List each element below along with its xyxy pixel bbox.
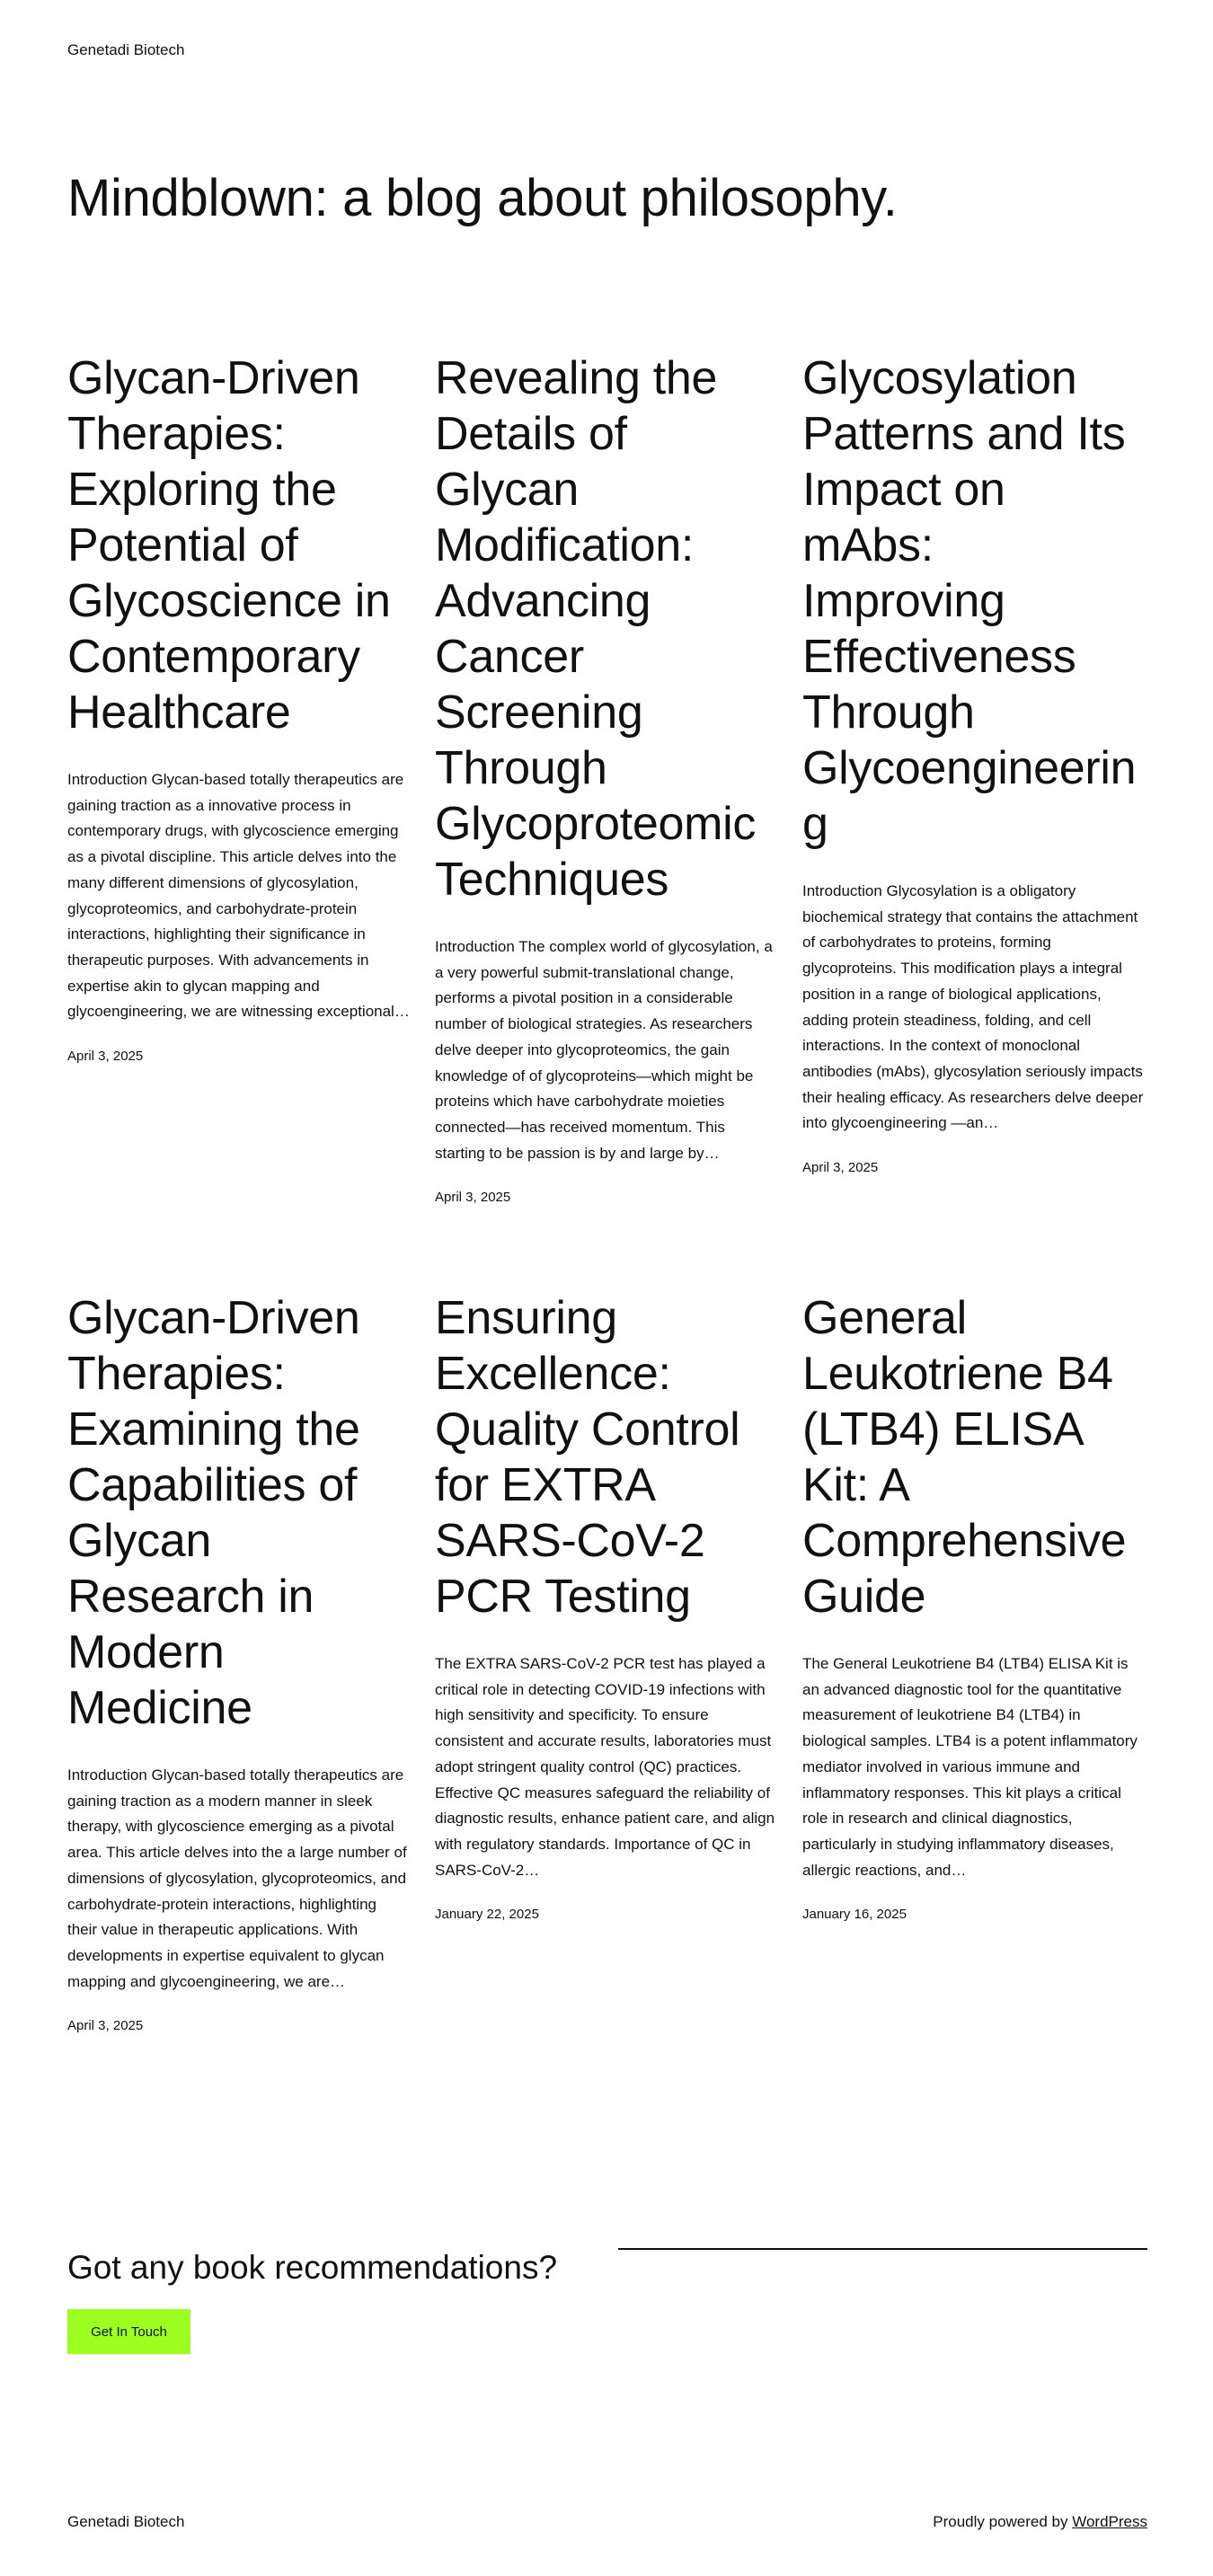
post-date: April 3, 2025: [67, 2018, 144, 2034]
post-card: [435, 350, 777, 1205]
footer-powered-by: [933, 2513, 1147, 2531]
post-title-link[interactable]: Ensuring Excellence: Quality Control for EXTRA SARS-CoV-2 PCR Testing: [435, 1292, 740, 1623]
footer-powered-prefix: Proudly powered by: [933, 2513, 1073, 2530]
get-in-touch-button[interactable]: Get In Touch: [67, 2309, 190, 2354]
post-card: [802, 350, 1145, 1175]
post-grid-row-1: [67, 350, 1146, 1205]
wordpress-link[interactable]: WordPress: [1072, 2513, 1147, 2530]
post-excerpt: The EXTRA SARS-CoV-2 PCR test has played a critical role in detecting COVID-19 infections with high sensitivity and specificity. To ensure consistent and accurate results, laboratories must adopt stringent quality control (QC) practices. Effective QC measures safeguard the reliability of diagnostic results, enhance patient care, and align with regulatory standards. Importance of QC in SARS-CoV-2…: [435, 1655, 775, 1879]
page-title: Mindblown: a blog about philosophy.: [67, 169, 898, 227]
post-title-link[interactable]: Glycosylation Patterns and Its Impact on mAbs: Improving Effectiveness Through Glycoengineering: [802, 352, 1137, 850]
post-date: April 3, 2025: [435, 1190, 511, 1206]
post-date: January 22, 2025: [435, 1907, 539, 1923]
post-title-link[interactable]: General Leukotriene B4 (LTB4) ELISA Kit: A Comprehensive Guide: [802, 1292, 1127, 1623]
post-title-link[interactable]: Revealing the Details of Glycan Modification: Advancing Cancer Screening Through Glycoproteomic Techniques: [435, 352, 757, 906]
post-card: [67, 350, 410, 1064]
post-title-link[interactable]: Glycan-Driven Therapies: Exploring the Potential of Glycoscience in Contemporary Healthcare: [67, 352, 391, 739]
post-card: [435, 1290, 777, 1922]
footer-site-title[interactable]: Genetadi Biotech: [67, 2513, 185, 2530]
post-date: April 3, 2025: [802, 1160, 879, 1176]
post-excerpt: Introduction Glycosylation is a obligatory biochemical strategy that contains the attachment of carbohydrates to proteins, forming glycoproteins. This modification plays a integral position in a range of biological applications, adding protein steadiness, folding, and cell interactions. In the context of monoclonal antibodies (mAbs), glycosylation seriously impacts their healing efficacy. As researchers delve deeper into glycoengineering —an…: [802, 882, 1144, 1132]
post-title-link[interactable]: Glycan-Driven Therapies: Examining the Capabilities of Glycan Research in Modern Medicine: [67, 1292, 360, 1734]
post-excerpt: Introduction The complex world of glycosylation, a a very powerful submit-translational change, performs a pivotal position in a considerable number of biological strategies. As researchers delve deeper into glycoproteomics, the gain knowledge of of glycoproteins—which might be proteins which have carbohydrate moieties connected—has received momentum. This starting to be passion is by and large by…: [435, 938, 773, 1162]
post-date: April 3, 2025: [67, 1049, 144, 1065]
post-card: [802, 1290, 1145, 1922]
post-card: [67, 1290, 410, 2033]
cta-divider: [618, 2248, 1147, 2250]
site-title-link[interactable]: Genetadi Biotech: [67, 41, 185, 58]
post-grid-row-2: [67, 1290, 1146, 2033]
post-date: January 16, 2025: [802, 1907, 907, 1923]
post-excerpt: Introduction Glycan-based totally therapeutics are gaining traction as a modern manner in sleek therapy, with glycoscience emerging as a pivotal area. This article delves into the a large number of dimensions of glycosylation, glycoproteomics, and carbohydrate-protein interactions, highlighting their value in therapeutic applications. With developments in expertise equivalent to glycan mapping and glycoengineering, we are…: [67, 1766, 407, 1990]
post-excerpt: The General Leukotriene B4 (LTB4) ELISA Kit is an advanced diagnostic tool for the quantitative measurement of leukotriene B4 (LTB4) in biological samples. LTB4 is a potent inflammatory mediator involved in various immune and inflammatory responses. This kit plays a critical role in research and clinical diagnostics, particularly in studying inflammatory diseases, allergic reactions, and…: [802, 1655, 1138, 1879]
post-excerpt: Introduction Glycan-based totally therapeutics are gaining traction as a innovative process in contemporary drugs, with glycoscience emerging as a pivotal discipline. This article delves into the many different dimensions of glycosylation, glycoproteomics, and carbohydrate-protein interactions, highlighting their significance in therapeutic purposes. With advancements in expertise akin to glycan mapping and glycoengineering, we are witnessing exceptional…: [67, 771, 410, 1021]
cta-heading: Got any book recommendations?: [67, 2249, 558, 2286]
